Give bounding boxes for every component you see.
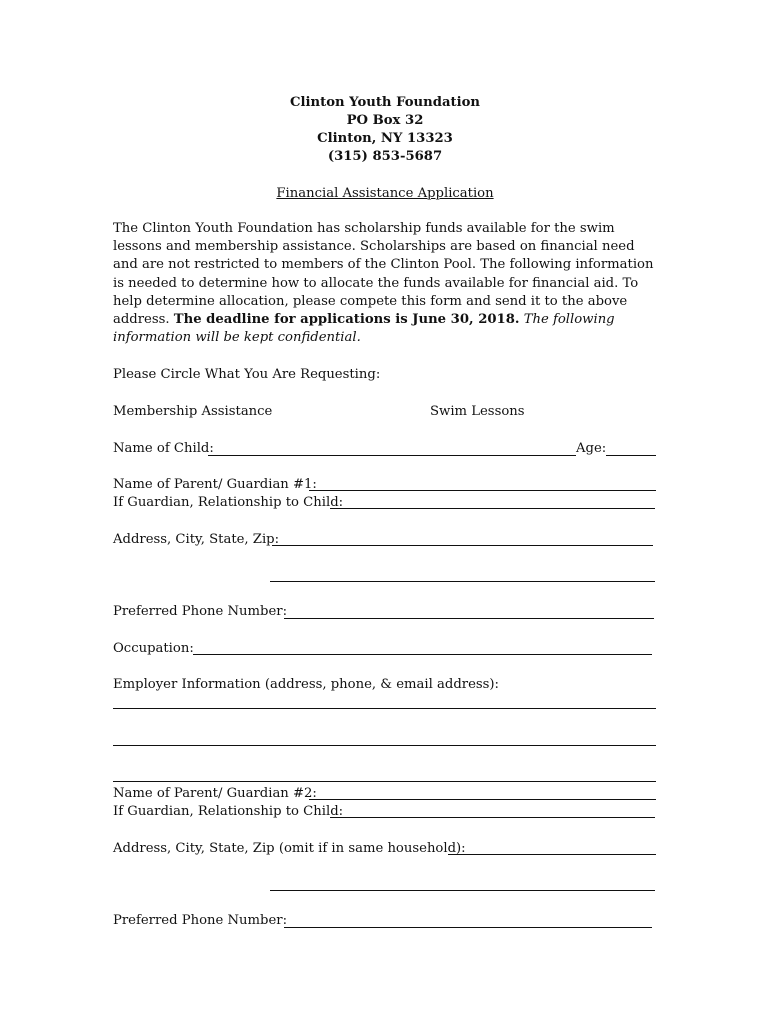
org-name: Clinton Youth Foundation <box>290 95 480 110</box>
parent1-address-label: Address, City, State, Zip: <box>113 532 280 547</box>
intro-paragraph <box>113 220 661 347</box>
deadline-text: The deadline for applications is June 30, 2018. <box>173 312 520 328</box>
parent1-address-field[interactable] <box>272 545 653 546</box>
city-line: Clinton, NY 13323 <box>317 131 453 146</box>
parent1-phone-field[interactable] <box>284 618 654 619</box>
parent2-address-field[interactable] <box>448 854 656 855</box>
confidential-text: The following information will be kept confidential. <box>113 312 615 346</box>
child-name-field[interactable] <box>208 455 576 456</box>
parent2-address-label: Address, City, State, Zip (omit if in same household): <box>113 841 466 856</box>
employer-info-field-3[interactable] <box>113 781 656 782</box>
parent1-relationship-field[interactable] <box>330 508 655 509</box>
parent2-relationship-label: If Guardian, Relationship to Child: <box>113 804 344 819</box>
parent2-phone-label: Preferred Phone Number: <box>113 913 288 928</box>
parent1-address-field-2[interactable] <box>270 581 655 582</box>
org-phone: (315) 853-5687 <box>327 149 443 164</box>
age-label: Age: <box>576 441 607 456</box>
occupation-label: Occupation: <box>113 641 194 656</box>
parent2-relationship-field[interactable] <box>330 817 655 818</box>
parent2-phone-field[interactable] <box>284 927 652 928</box>
parent2-name-field[interactable] <box>309 799 656 800</box>
option-membership-assistance[interactable]: Membership Assistance <box>113 404 273 419</box>
intro-text: The Clinton Youth Foundation has scholarship funds available for the swim lessons and membership assistance. Scholarships are based on financial need and are not restricted to members of the Clinton Pool. The following information is needed to determine how to allocate the funds available for financial aid. To help determine allocation, please compete this form and send it to the above address. <box>113 221 654 328</box>
employer-info-field-2[interactable] <box>113 745 656 746</box>
parent2-name-label: Name of Parent/ Guardian #2: <box>113 786 317 801</box>
age-field[interactable] <box>606 455 656 456</box>
parent1-name-label: Name of Parent/ Guardian #1: <box>113 477 317 492</box>
parent2-address-field-2[interactable] <box>270 890 655 891</box>
option-swim-lessons[interactable]: Swim Lessons <box>430 404 525 419</box>
employer-info-field-1[interactable] <box>113 708 656 709</box>
po-box: PO Box 32 <box>346 113 424 128</box>
parent1-relationship-label: If Guardian, Relationship to Child: <box>113 495 344 510</box>
request-prompt: Please Circle What You Are Requesting: <box>113 367 381 382</box>
form-title-text: Financial Assistance Application <box>276 186 494 201</box>
occupation-field[interactable] <box>193 654 652 655</box>
parent1-name-field[interactable] <box>309 490 656 491</box>
parent1-phone-label: Preferred Phone Number: <box>113 604 288 619</box>
employer-info-label: Employer Information (address, phone, & email address): <box>113 677 499 692</box>
form-title <box>0 185 770 203</box>
child-name-label: Name of Child: <box>113 441 214 456</box>
